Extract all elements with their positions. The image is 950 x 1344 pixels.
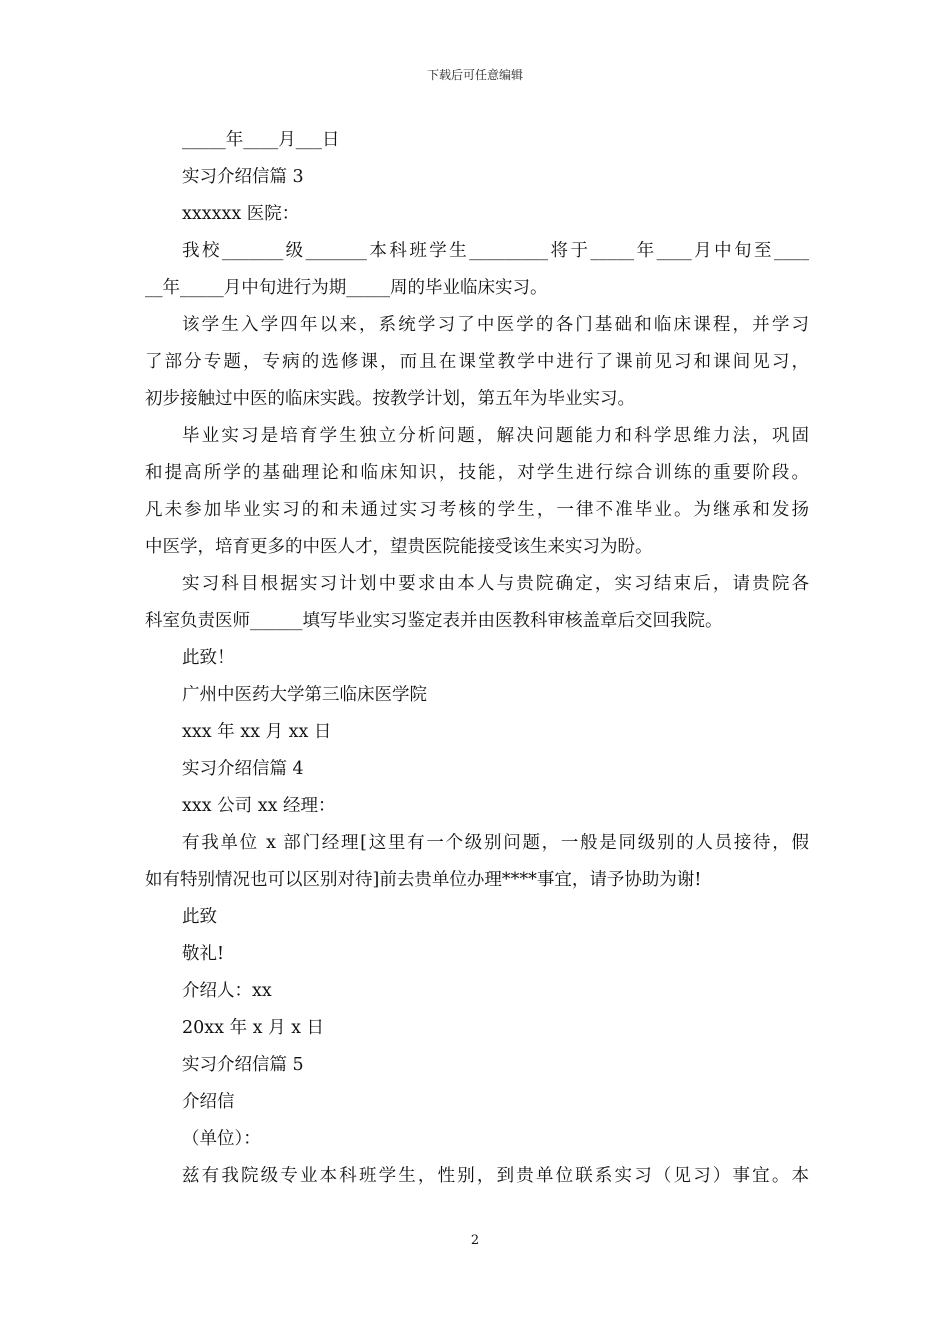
text-line: xxxxxx 医院： [182,204,300,224]
page-number: 2 [470,1233,480,1248]
text-line: 此致！ [182,648,235,668]
text-line: 科室负责医师______填写毕业实习鉴定表并由医教科审核盖章后交回我院。 [145,611,723,631]
text-line: 实习介绍信篇 4 [182,759,304,779]
text-line: 敬礼! [182,944,225,964]
text-line: （单位）： [182,1129,261,1149]
text-line: 兹有我院级专业本科班学生，性别，到贵单位联系实习（见习）事宜。本 [182,1166,809,1186]
text-line: 毕业实习是培育学生独立分析问题，解决问题能力和科学思维力法，巩固 [182,426,809,446]
text-line: 20xx 年 x 月 x 日 [182,1018,325,1038]
text-line: 广州中医药大学第三临床医学院 [182,685,427,705]
text-line: 有我单位 x 部门经理[这里有一个级别问题，一般是同级别的人员接待，假 [182,833,809,853]
text-line: __年_____月中旬进行为期_____周的毕业临床实习。 [145,278,548,298]
page-header: 下载后可任意编辑 [426,68,523,82]
text-line: 了部分专题，专病的选修课，而且在课堂教学中进行了课前见习和课间见习， [145,352,809,372]
text-line: _____年____月___日 [182,130,340,150]
text-line: xxx 年 xx 月 xx 日 [182,722,332,742]
text-line: 我校_______级_______本科班学生_________将于_____年____月中旬至____ [182,241,809,261]
text-line: xxx 公司 xx 经理： [182,796,336,816]
text-line: 和提高所学的基础理论和临床知识，技能，对学生进行综合训练的重要阶段。 [145,463,809,483]
text-line: 该学生入学四年以来，系统学习了中医学的各门基础和临床课程，并学习 [182,315,809,335]
text-line: 实习科目根据实习计划中要求由本人与贵院确定，实习结束后，请贵院各 [182,574,809,594]
text-line: 初步接触过中医的临床实践。按教学计划，第五年为毕业实习。 [145,389,635,409]
text-line: 介绍信 [182,1092,235,1112]
text-line: 介绍人：xx [182,981,272,1001]
text-line: 此致 [182,907,217,927]
text-line: 如有特别情况也可以区别对待]前去贵单位办理****事宜，请予协助为谢! [145,870,702,890]
text-line: 实习介绍信篇 3 [182,167,304,187]
text-line: 中医学，培育更多的中医人才，望贵医院能接受该生来实习为盼。 [145,537,653,557]
document-body [145,122,809,1195]
text-line: 实习介绍信篇 5 [182,1055,304,1075]
text-line: 凡未参加毕业实习的和未通过实习考核的学生，一律不准毕业。为继承和发扬 [145,500,809,520]
